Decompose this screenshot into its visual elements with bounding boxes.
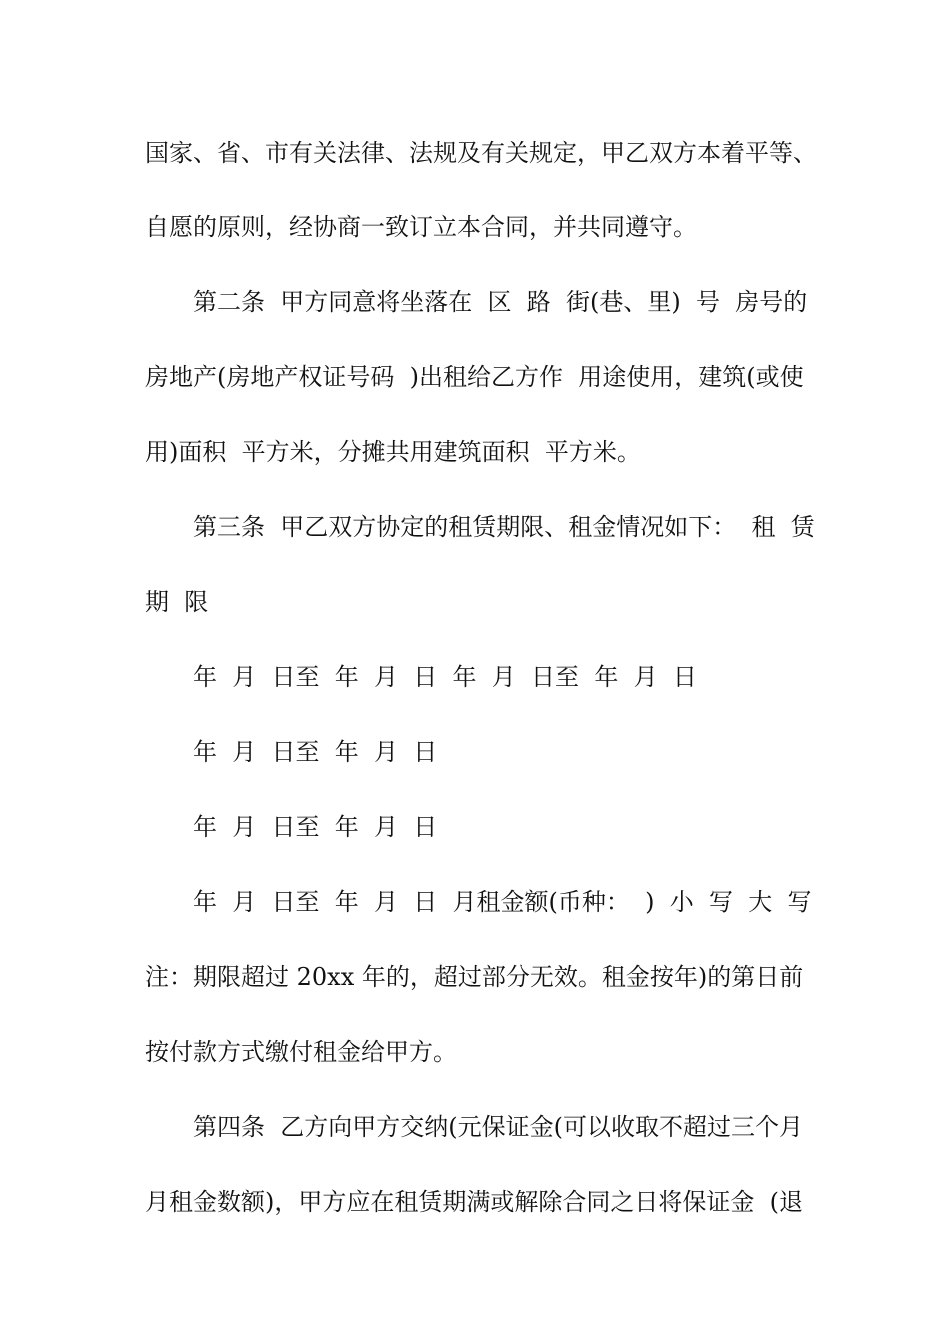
- article-4-line: 第四条 乙方向甲方交纳(元保证金(可以收取不超过三个月: [193, 1113, 803, 1141]
- lease-period-line: 年 月 日至 年 月 日: [193, 813, 438, 841]
- text-line: 房地产(房地产权证号码 )出租给乙方作 用途使用，建筑(或使: [145, 363, 804, 391]
- lease-period-line: 年 月 日至 年 月 日: [193, 738, 438, 766]
- text-line: 用)面积 平方米，分摊共用建筑面积 平方米。: [145, 438, 641, 466]
- lease-period-line: 年 月 日至 年 月 日 月租金额(币种： ) 小 写 大 写: [193, 888, 812, 916]
- article-3-line: 第三条 甲乙双方协定的租赁期限、租金情况如下： 租 赁: [193, 513, 815, 541]
- text-line: 按付款方式缴付租金给甲方。: [145, 1038, 457, 1066]
- text-line: 月租金数额)，甲方应在租赁期满或解除合同之日将保证金 (退: [145, 1188, 803, 1216]
- note-line: 注：期限超过 20xx 年的，超过部分无效。租金按年)的第日前: [145, 963, 804, 991]
- text-line: 自愿的原则，经协商一致订立本合同，并共同遵守。: [145, 213, 697, 241]
- article-2-line: 第二条 甲方同意将坐落在 区 路 街(巷、里) 号 房号的: [193, 288, 808, 316]
- text-line: 期 限: [145, 588, 209, 616]
- text-line: 国家、省、市有关法律、法规及有关规定，甲乙双方本着平等、: [145, 139, 817, 167]
- lease-period-line: 年 月 日至 年 月 日 年 月 日至 年 月 日: [193, 663, 697, 691]
